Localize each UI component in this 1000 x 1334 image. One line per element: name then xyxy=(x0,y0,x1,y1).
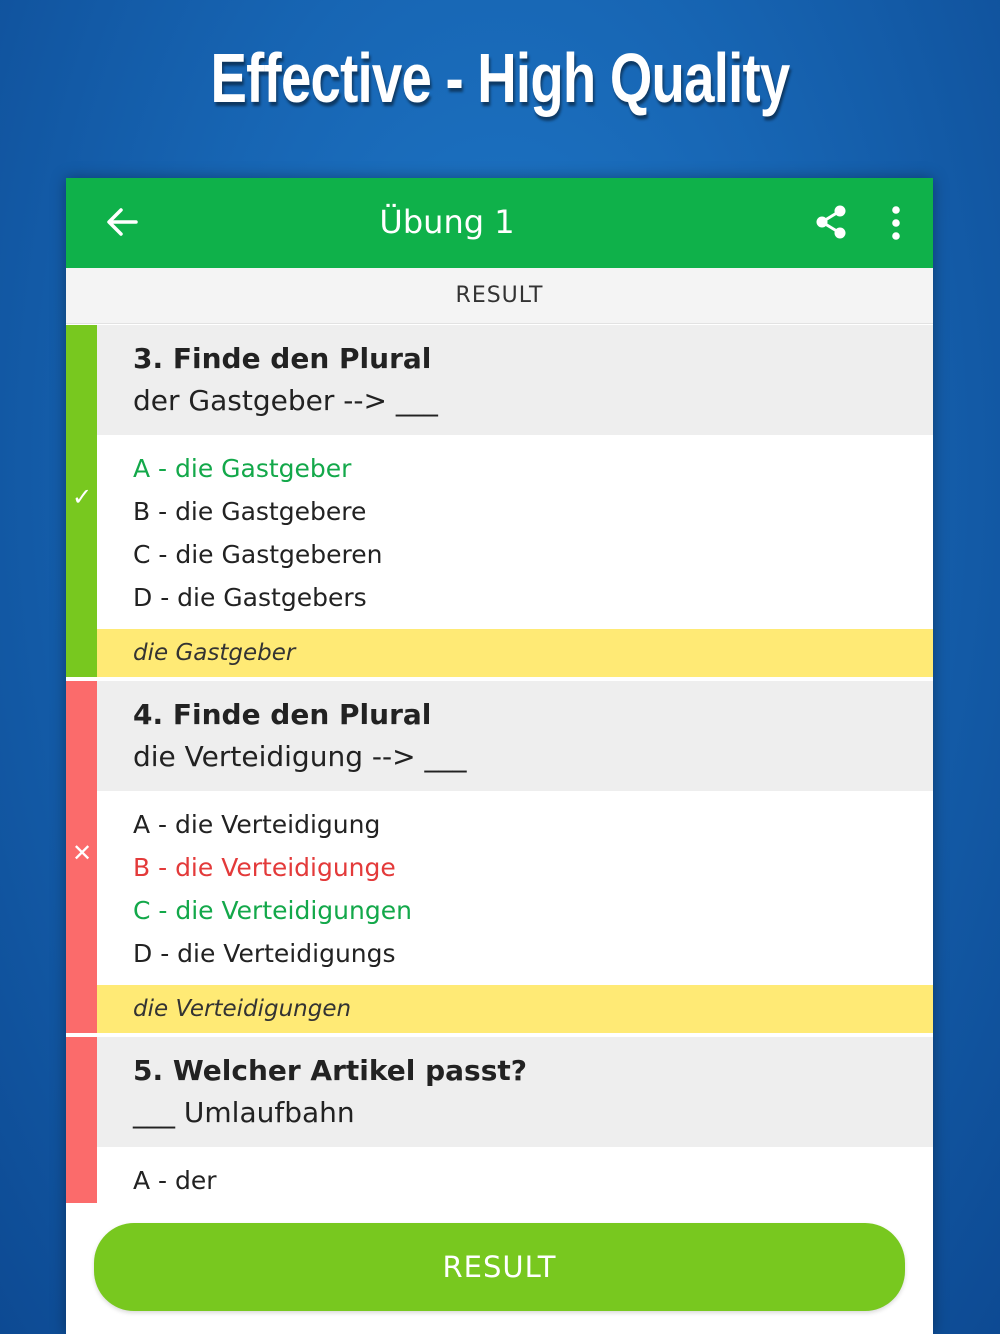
question-header xyxy=(97,681,933,791)
question-text: der Gastgeber --> ___ xyxy=(133,384,438,417)
promo-headline: Effective - High Quality xyxy=(210,39,790,117)
option-b: B - die Gastgebere xyxy=(133,497,367,526)
question-title: 4. Finde den Plural xyxy=(133,698,432,731)
question-text: ___ Umlaufbahn xyxy=(133,1096,355,1129)
more-vert-icon[interactable] xyxy=(888,205,904,241)
question-header xyxy=(97,325,933,435)
option-d: D - die Verteidigungs xyxy=(133,939,396,968)
bottom-bar xyxy=(66,1203,933,1334)
option-b: B - die Verteidigunge xyxy=(133,853,396,882)
screen-title: Übung 1 xyxy=(379,203,515,241)
app-bar xyxy=(66,178,933,268)
question-title: 5. Welcher Artikel passt? xyxy=(133,1054,527,1087)
option-c: C - die Verteidigungen xyxy=(133,896,412,925)
question-header xyxy=(97,1037,933,1147)
option-d: D - die Gastgebers xyxy=(133,583,367,612)
question-title: 3. Finde den Plural xyxy=(133,342,432,375)
app-screen xyxy=(66,178,933,1334)
options-list xyxy=(97,791,933,985)
option-c: C - die Gastgeberen xyxy=(133,540,383,569)
question-list[interactable] xyxy=(66,325,933,1203)
correct-answer: die Gastgeber xyxy=(97,629,933,677)
check-icon: ✓ xyxy=(71,483,93,511)
result-tab-label: RESULT xyxy=(455,283,544,308)
correct-answer: die Verteidigungen xyxy=(97,985,933,1033)
options-list xyxy=(97,435,933,629)
result-button[interactable]: RESULT xyxy=(94,1223,905,1311)
share-icon[interactable] xyxy=(814,204,848,240)
question-text: die Verteidigung --> ___ xyxy=(133,740,467,773)
question-card xyxy=(66,681,933,1033)
option-a: A - der xyxy=(133,1166,217,1195)
close-icon: ✕ xyxy=(71,839,93,867)
option-a: A - die Gastgeber xyxy=(133,454,352,483)
result-tab[interactable] xyxy=(66,268,933,324)
question-card xyxy=(66,325,933,677)
option-a: A - die Verteidigung xyxy=(133,810,381,839)
